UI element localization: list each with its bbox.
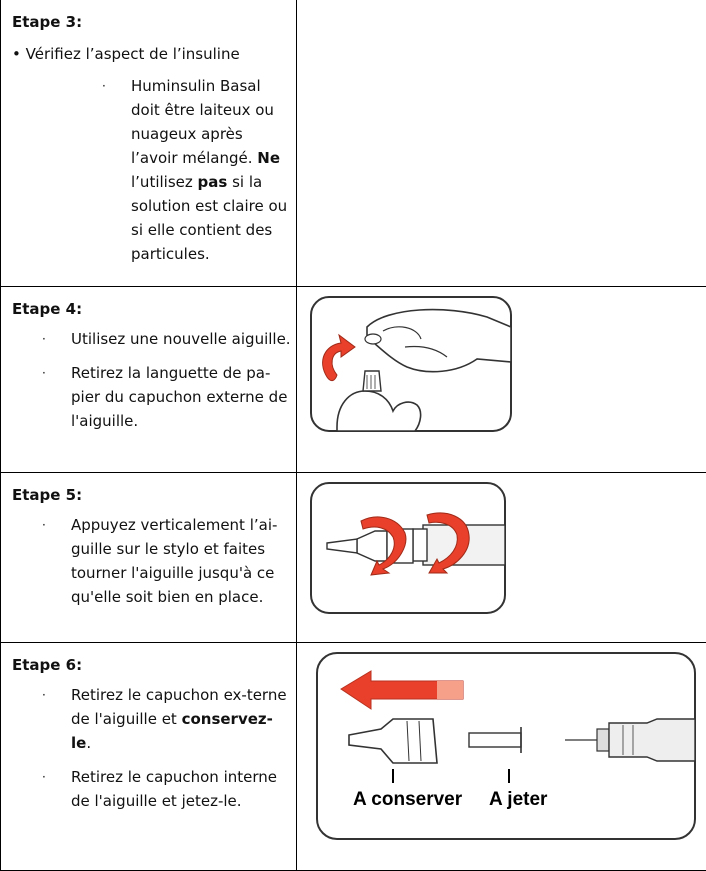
bullet-dot: ·: [42, 361, 46, 385]
step-5-image-cell: [297, 473, 706, 643]
step-4-text-cell: [1, 287, 297, 473]
label-discard: A jeter: [489, 789, 548, 810]
needle-screwing-illustration: [297, 473, 706, 643]
step-3-item: [1, 74, 296, 266]
step-5-text-cell: [1, 473, 297, 643]
step-3-item-text: Huminsulin Basal doit être laiteux ou nuageux après l’avoir mélangé. Ne l’utilisez pas si la solution est claire ou si elle contient des particules.: [131, 74, 291, 266]
label-keep: A conserver: [353, 789, 463, 810]
step-3-image-cell: [297, 0, 706, 287]
step-4-row: [1, 287, 706, 473]
bullet-dot: ·: [42, 513, 46, 537]
bullet-dot: ·: [42, 765, 46, 789]
hand-peeling-tab-illustration: [297, 287, 706, 473]
step-3-text-cell: [1, 0, 297, 287]
step-3-row: [1, 0, 706, 287]
step-5-item-1-text: Appuyez verticalement l’ai-guille sur le stylo et faites tourner l'aiguille jusqu'à ce qu'elle soit bien en place.: [71, 513, 291, 609]
step-4-title: Etape 4:: [12, 299, 296, 319]
step-5-title: Etape 5:: [12, 485, 296, 505]
step-6-item-1-text: Retirez le capuchon ex-terne de l'aiguille et conservez-le.: [71, 683, 291, 755]
step-6-item-2-text: Retirez le capuchon interne de l'aiguille et jetez-le.: [71, 765, 291, 813]
needle-cap-removal-illustration: [297, 643, 706, 871]
step-4-item-2-text: Retirez la languette de pa-pier du capuchon externe de l'aiguille.: [71, 361, 291, 433]
step-4-item-2: [1, 361, 296, 433]
step-4-item-1-text: Utilisez une nouvelle aiguille.: [71, 327, 291, 351]
step-5-item-1: [1, 513, 296, 609]
step-6-item-1: [1, 683, 296, 755]
step-4-item-1: [1, 327, 296, 351]
step-5-row: [1, 473, 706, 643]
step-3-title: Etape 3:: [12, 12, 296, 32]
bullet-dot: ·: [102, 74, 106, 98]
step-3-intro: • Vérifiez l’aspect de l’insuline: [12, 44, 296, 64]
step-6-title: Etape 6:: [12, 655, 296, 675]
step-4-image-cell: [297, 287, 706, 473]
step-6-text-cell: [1, 643, 297, 871]
bullet-dot: ·: [42, 327, 46, 351]
step-6-item-2: [1, 765, 296, 813]
step-6-row: [1, 643, 706, 871]
step-6-image-cell: [297, 643, 706, 871]
bullet-dot: ·: [42, 683, 46, 707]
